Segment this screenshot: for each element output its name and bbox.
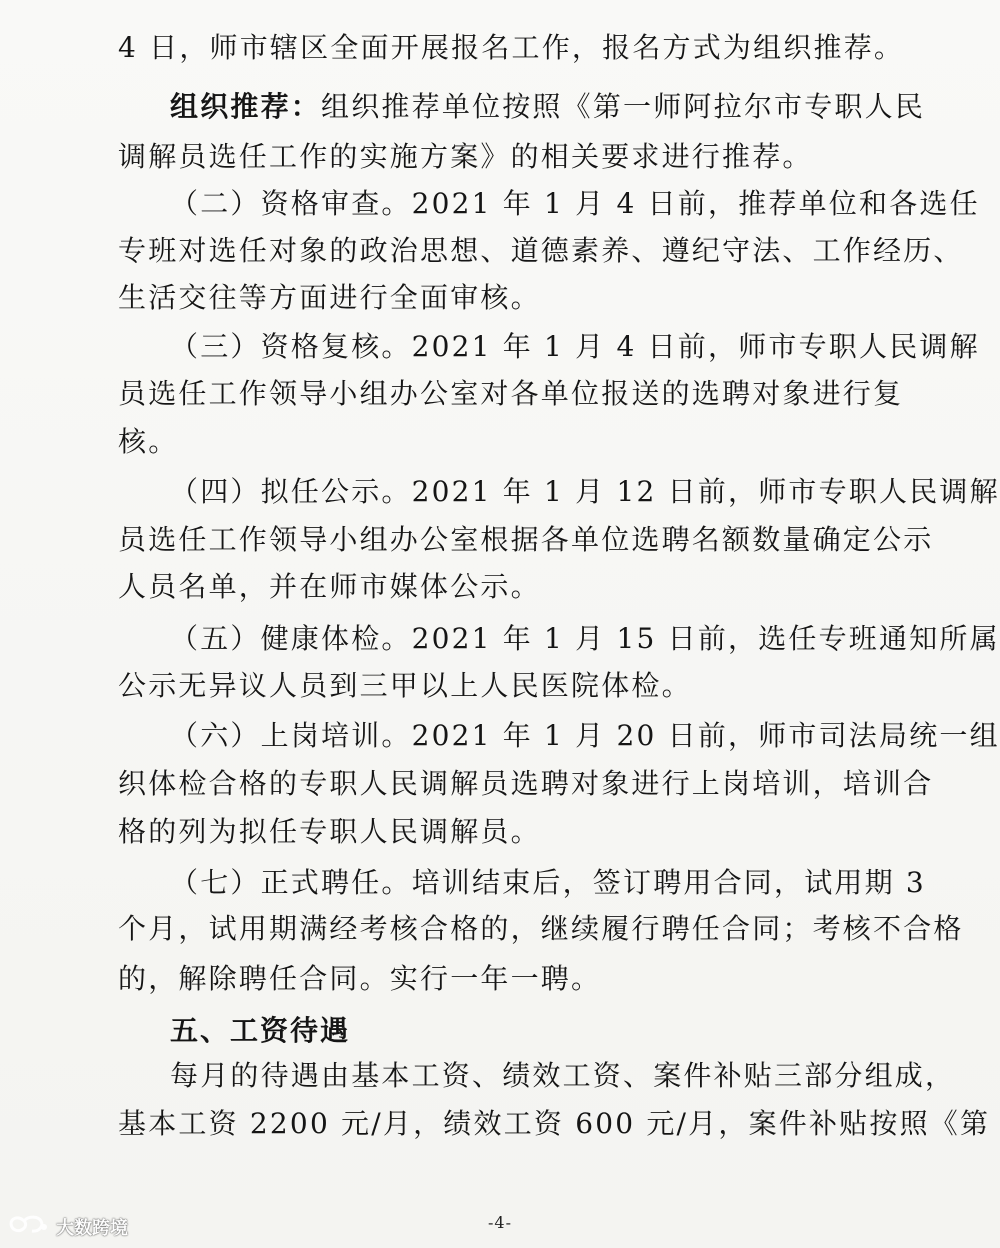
watermark-text: 大数跨境 <box>56 1217 128 1239</box>
text-line <box>118 31 904 65</box>
text-line <box>170 475 1000 509</box>
line-text: （六）上岗培训。2021 年 1 月 20 日前，师市司法局统一组 <box>170 719 1000 752</box>
line-text: 员选任工作领导小组办公室对各单位报送的选聘对象进行复 <box>118 377 904 410</box>
text-line <box>170 90 925 124</box>
line-text: 个月，试用期满经考核合格的，继续履行聘任合同；考核不合格 <box>118 912 964 945</box>
text-line <box>118 281 541 315</box>
text-line <box>118 234 964 268</box>
watermark <box>8 1212 128 1241</box>
text-line <box>118 962 601 996</box>
text-line <box>170 719 1000 753</box>
line-text: 员选任工作领导小组办公室根据各单位选聘名额数量确定公示 <box>118 523 934 556</box>
text-line <box>170 1059 955 1093</box>
text-line <box>118 1107 990 1141</box>
line-text: 每月的待遇由基本工资、绩效工资、案件补贴三部分组成， <box>170 1059 956 1092</box>
text-line <box>118 425 178 459</box>
text-line <box>170 187 980 221</box>
line-text: 生活交往等方面进行全面审核。 <box>118 281 541 314</box>
text-line <box>170 622 1000 656</box>
text-line <box>170 330 980 364</box>
line-text: （三）资格复核。2021 年 1 月 4 日前，师市专职人民调解 <box>170 330 980 363</box>
section-heading-text: 五、工资待遇 <box>170 1014 351 1047</box>
text-line <box>118 767 933 801</box>
line-text: 基本工资 2200 元/月，绩效工资 600 元/月，案件补贴按照《第 <box>118 1107 991 1140</box>
text-line <box>118 570 541 604</box>
line-lead: 组织推荐： <box>170 90 322 123</box>
line-text: 格的列为拟任专职人民调解员。 <box>118 815 541 848</box>
brand-logo-icon <box>8 1212 50 1241</box>
line-text: （二）资格审查。2021 年 1 月 4 日前，推荐单位和各选任 <box>170 187 980 220</box>
line-text: 人员名单，并在师市媒体公示。 <box>118 570 541 603</box>
line-text: （四）拟任公示。2021 年 1 月 12 日前，师市专职人民调解 <box>170 475 1000 508</box>
page-number: -4- <box>488 1213 512 1232</box>
text-line <box>170 866 926 900</box>
text-line <box>118 669 692 703</box>
text-line <box>118 140 813 174</box>
text-line <box>118 377 903 411</box>
line-text: 核。 <box>118 425 179 458</box>
line-text: 公示无异议人员到三甲以上人民医院体检。 <box>118 669 692 702</box>
line-text: （五）健康体检。2021 年 1 月 15 日前，选任专班通知所属 <box>170 622 1000 655</box>
text-line <box>118 815 541 849</box>
line-text: 组织推荐单位按照《第一师阿拉尔市专职人民 <box>321 90 926 123</box>
text-line <box>118 523 933 557</box>
line-text: 的，解除聘任合同。实行一年一聘。 <box>118 962 602 995</box>
line-text: 调解员选任工作的实施方案》的相关要求进行推荐。 <box>118 140 813 173</box>
line-text: 专班对选任对象的政治思想、道德素养、遵纪守法、工作经历、 <box>118 234 964 267</box>
section-heading <box>170 1014 350 1048</box>
text-line <box>118 912 964 946</box>
line-text: （七）正式聘任。培训结束后，签订聘用合同，试用期 3 <box>170 866 926 899</box>
line-text: 4 日，师市辖区全面开展报名工作，报名方式为组织推荐。 <box>118 31 905 64</box>
line-text: 织体检合格的专职人民调解员选聘对象进行上岗培训，培训合 <box>118 767 934 800</box>
